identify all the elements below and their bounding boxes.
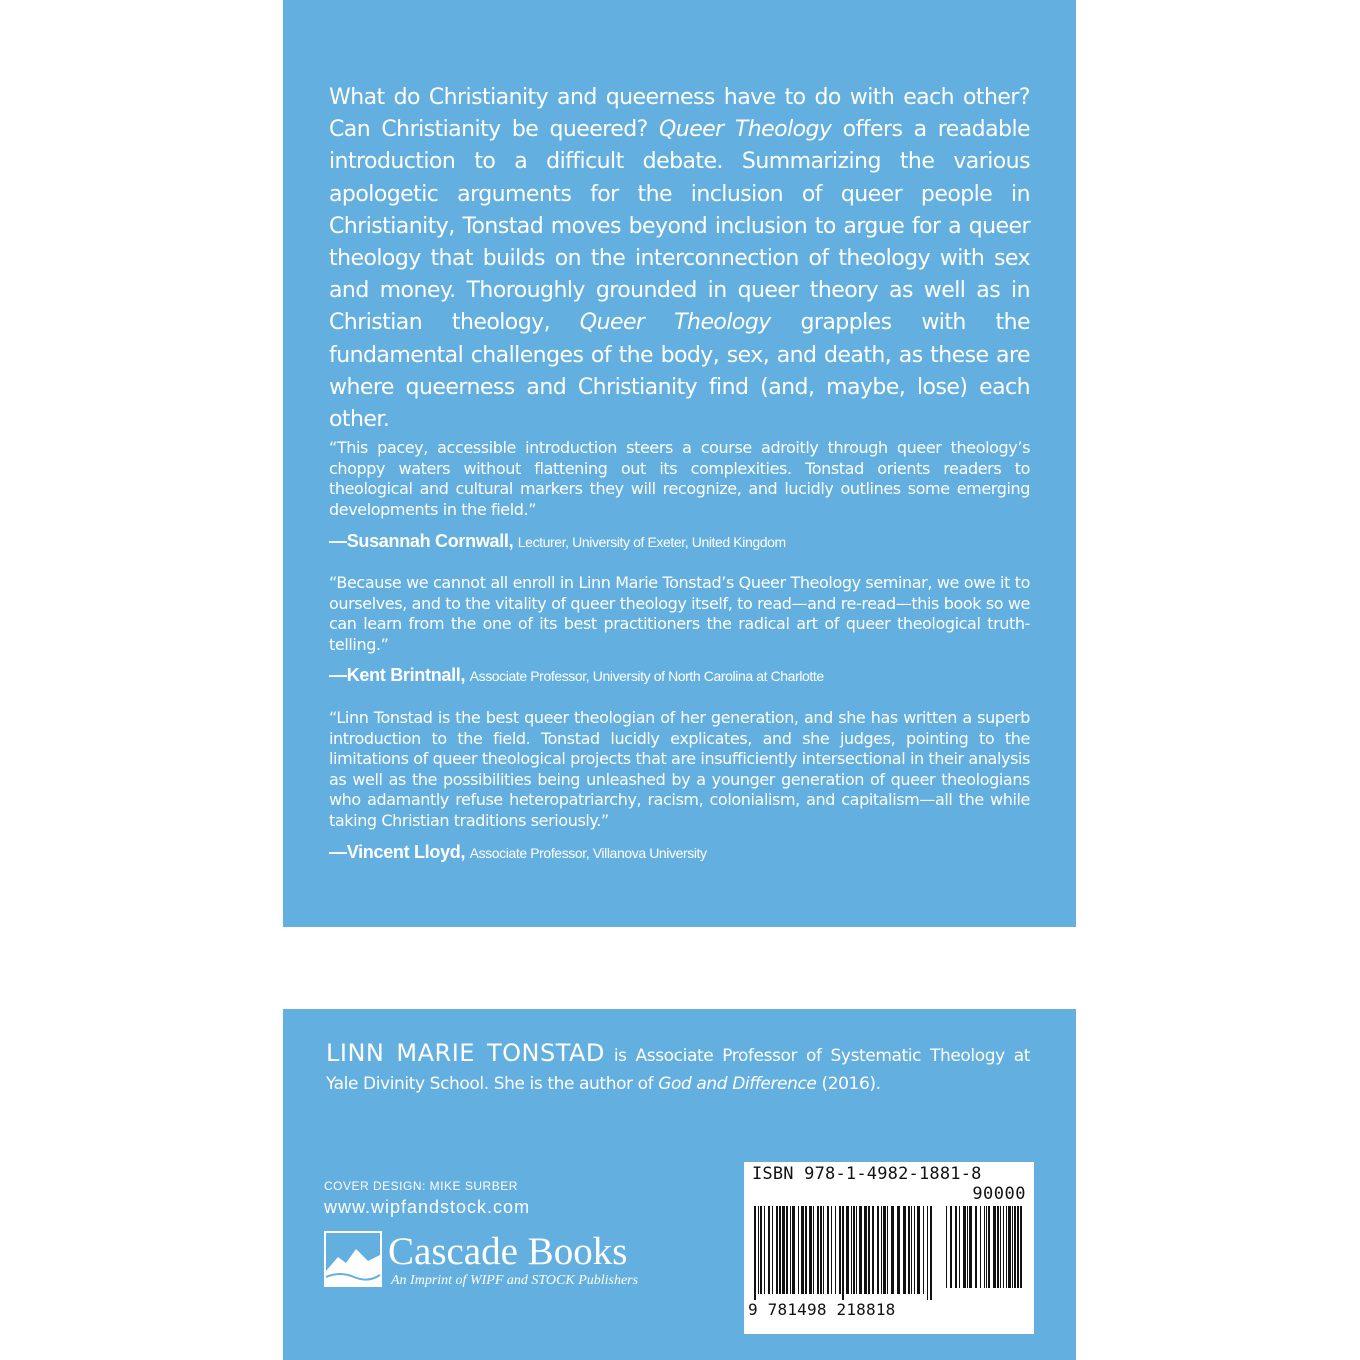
- author-name: LINN MARIE TONSTAD: [326, 1039, 605, 1067]
- cover-design-credit: COVER DESIGN: MIKE SURBER: [324, 1179, 518, 1193]
- barcode-bars: [754, 1206, 1026, 1300]
- endorser-role: Associate Professor, Villanova University: [469, 845, 707, 861]
- back-cover-bottom-panel: [283, 1009, 1076, 1360]
- endorsement-quote: “This pacey, accessible introduction steers a course adroitly through queer theology’s choppy waters without flattening out its complexities. Tonstad orients readers to theological and cultural markers they will recognize, and lucidly outlines some emerging developments in the field.”: [329, 438, 1030, 519]
- barcode-digits: 9 781498 218818: [748, 1300, 896, 1319]
- author-bio: [326, 1039, 1030, 1098]
- endorsement-attribution: [329, 842, 707, 863]
- endorser-name: —Susannah Cornwall,: [329, 531, 514, 551]
- price-code: 90000: [972, 1184, 1026, 1204]
- publisher-website[interactable]: www.wipfandstock.com: [324, 1197, 531, 1217]
- book-blurb: [329, 82, 1030, 436]
- blurb-title-italic: Queer Theology: [579, 310, 771, 336]
- mountain-logo-icon: [324, 1231, 382, 1287]
- endorsement-quote: “Because we cannot all enroll in Linn Marie Tonstad’s Queer Theology seminar, we owe it to ourselves, and to the vitality of queer theology itself, to read—and re-read—this book so we can learn from the one of its best practitioners the radical art of queer theological truth-telling.”: [329, 573, 1030, 654]
- blurb-title-italic: Queer Theology: [659, 117, 832, 143]
- publisher-logo: [324, 1231, 684, 1291]
- blurb-text: What do Christianity and queerness have to do with each other? Can Christianity be queered?: [329, 85, 1030, 143]
- bio-text: is Associate Professor of Systematic Theology at Yale Divinity School. She is the author of: [326, 1046, 1030, 1094]
- back-cover-top-panel: [283, 0, 1076, 927]
- bio-book-title: God and Difference: [658, 1074, 817, 1094]
- blurb-text: grapples with the fundamental challenges of the body, sex, and death, as these are where queerness and Christianity find (and, maybe, lose) each other.: [329, 310, 1030, 433]
- isbn-barcode: [744, 1162, 1034, 1334]
- blurb-text: offers a readable introduction to a difficult debate. Summarizing the various apologetic arguments for the inclusion of queer people in Christianity, Tonstad moves beyond inclusion to argue for a queer theology that builds on the interconnection of theology with sex and money. Thoroughly grounded in queer theory as well as in Christian theology,: [329, 117, 1030, 336]
- publisher-tagline: An Imprint of WIPF and STOCK Publishers: [391, 1273, 639, 1288]
- endorser-name: —Vincent Lloyd,: [329, 842, 466, 862]
- endorser-role: Lecturer, University of Exeter, United Kingdom: [517, 534, 786, 550]
- endorser-name: —Kent Brintnall,: [329, 665, 466, 685]
- bio-text: (2016).: [816, 1074, 881, 1094]
- endorsement-attribution: [329, 665, 824, 686]
- endorsement-quote: “Linn Tonstad is the best queer theologian of her generation, and she has written a superb introduction to the field. Tonstad lucidly explicates, and she judges, pointing to the limitations of queer theological projects that are insufficiently intersectional in their analysis as well as the possibilities being unleashed by a younger generation of queer theologians who adamantly refuse heteropatriarchy, racism, colonialism, and capitalism—all the while taking Christian traditions seriously.”: [329, 708, 1030, 830]
- endorser-role: Associate Professor, University of North Carolina at Charlotte: [469, 668, 824, 684]
- endorsement-attribution: [329, 531, 786, 552]
- publisher-name: Cascade Books: [388, 1230, 628, 1273]
- isbn-number: ISBN 978-1-4982-1881-8: [752, 1164, 982, 1184]
